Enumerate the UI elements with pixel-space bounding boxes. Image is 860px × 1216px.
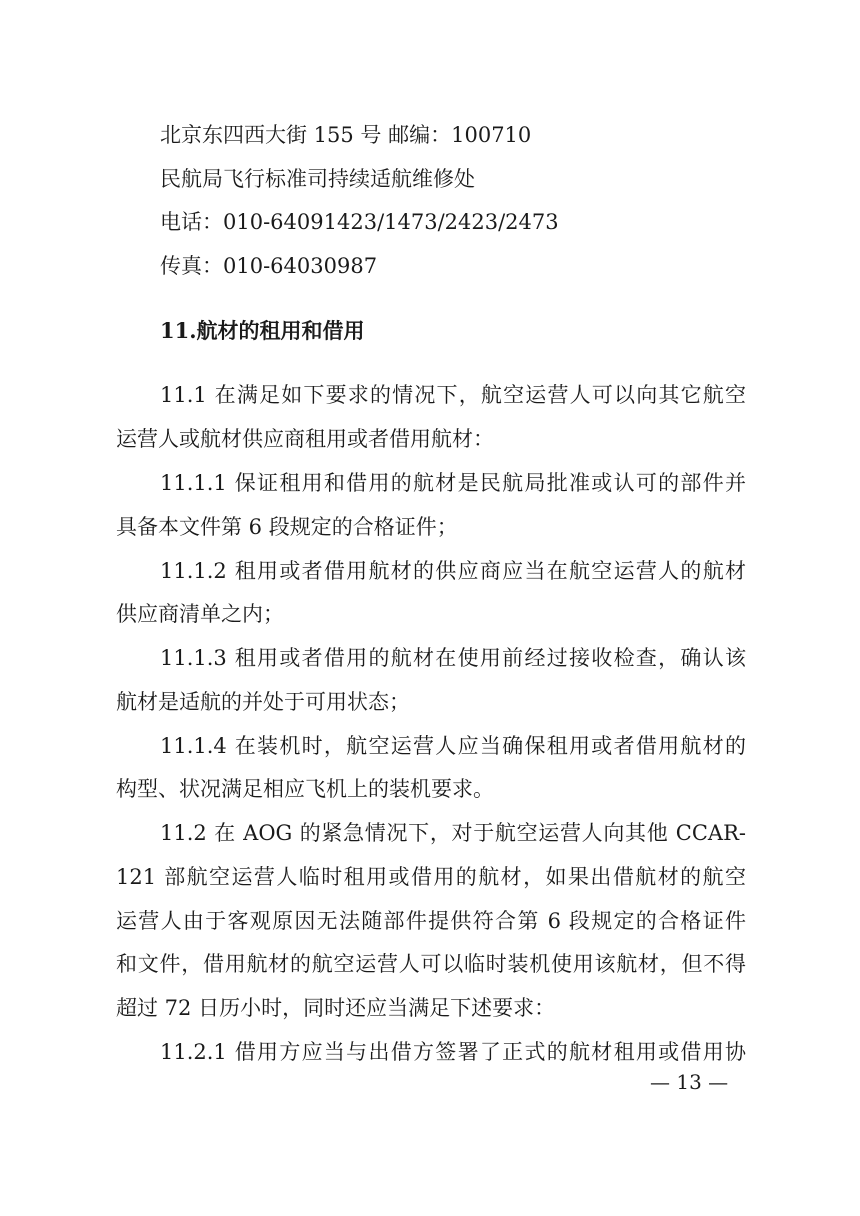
paragraph-line: 11.1.2 租用或者借用航材的供应商应当在航空运营人的航材 — [160, 559, 746, 583]
paragraph-line: 运营人由于客观原因无法随部件提供符合第 6 段规定的合格证件 — [116, 909, 746, 933]
paragraph-line: 11.1.4 在装机时，航空运营人应当确保租用或者借用航材的 — [160, 734, 746, 758]
page-number: — 13 — — [650, 1070, 729, 1094]
paragraph-line: 供应商清单之内； — [116, 602, 284, 626]
paragraph-line: 超过 72 日历小时，同时还应当满足下述要求： — [116, 996, 556, 1020]
paragraph-line: 11.1 在满足如下要求的情况下，航空运营人可以向其它航空 — [160, 383, 746, 407]
paragraph-line: 运营人或航材供应商租用或者借用航材： — [116, 427, 494, 451]
paragraph-line: 和文件，借用航材的航空运营人可以临时装机使用该航材，但不得 — [116, 952, 746, 976]
contact-fax: 传真：010-64030987 — [160, 254, 378, 278]
paragraph-line: 11.1.3 租用或者借用的航材在使用前经过接收检查，确认该 — [160, 646, 746, 670]
paragraph-line: 构型、状况满足相应飞机上的装机要求。 — [116, 777, 494, 801]
paragraph-line: 11.2.1 借用方应当与出借方签署了正式的航材租用或借用协 — [160, 1040, 746, 1064]
paragraph-line: 11.2 在 AOG 的紧急情况下，对于航空运营人向其他 CCAR- — [160, 821, 746, 845]
paragraph-line: 11.1.1 保证租用和借用的航材是民航局批准或认可的部件并 — [160, 471, 746, 495]
contact-office: 民航局飞行标准司持续适航维修处 — [160, 167, 475, 191]
paragraph-line: 航材是适航的并处于可用状态； — [116, 690, 410, 714]
paragraph-line: 具备本文件第 6 段规定的合格证件； — [116, 515, 458, 539]
contact-phone: 电话：010-64091423/1473/2423/2473 — [160, 210, 559, 234]
contact-address: 北京东四西大街 155 号 邮编：100710 — [160, 123, 532, 147]
paragraph-line: 121 部航空运营人临时租用或借用的航材，如果出借航材的航空 — [116, 865, 746, 889]
section-heading: 11.航材的租用和借用 — [160, 318, 365, 343]
